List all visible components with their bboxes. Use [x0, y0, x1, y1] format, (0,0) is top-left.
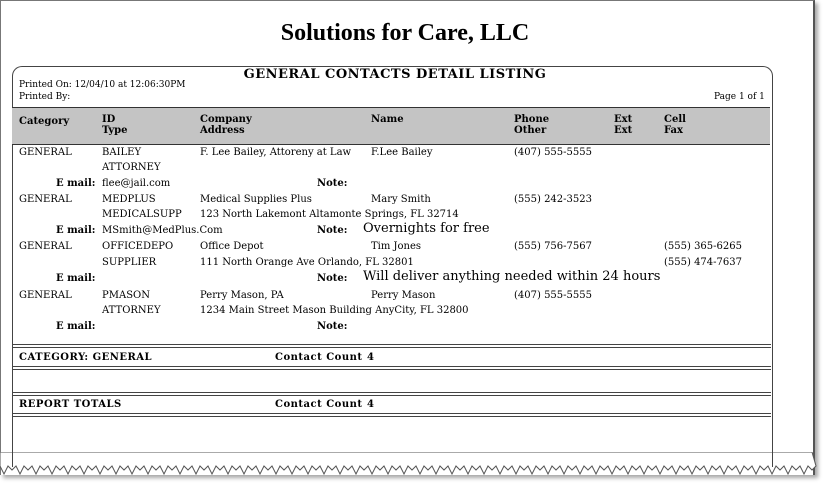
contact-id: PMASON [102, 290, 150, 301]
report-title: GENERAL CONTACTS DETAIL LISTING [243, 67, 547, 82]
contact-category: GENERAL [19, 241, 72, 252]
col-id: ID [102, 114, 116, 125]
note-label: Note: [317, 321, 348, 332]
contact-phone: (555) 242-3523 [514, 194, 592, 205]
contact-id: OFFICEDEPO [102, 241, 174, 252]
contact-address: 1234 Main Street Mason Building AnyCity, FL 32800 [200, 305, 469, 316]
email-label: E mail: [56, 178, 96, 189]
printed-on: Printed On: 12/04/10 at 12:06:30PM [19, 80, 186, 90]
col-other: Other [514, 125, 547, 136]
col-cell: Cell [664, 114, 686, 125]
contact-company: Medical Supplies Plus [200, 194, 312, 205]
contact-company: F. Lee Bailey, Attoreny at Law [200, 147, 352, 158]
category-count-label: Contact Count [275, 352, 363, 363]
contact-phone: (555) 756-7567 [514, 241, 592, 252]
contact-company: Office Depot [200, 241, 264, 252]
column-header [12, 107, 770, 145]
contact-address: 123 North Lakemont Altamonte Springs, FL 32714 [200, 209, 459, 220]
divider [12, 369, 771, 370]
contact-type: SUPPLIER [102, 257, 157, 268]
contact-type: MEDICALSUPP [102, 209, 182, 220]
divider [12, 344, 771, 345]
printed-by: Printed By: [19, 92, 71, 102]
contact-note: Will deliver anything needed within 24 hours [363, 269, 661, 284]
note-label: Note: [317, 178, 348, 189]
note-label: Note: [317, 225, 348, 236]
col-category: Category [19, 116, 70, 127]
contact-id: MEDPLUS [102, 194, 156, 205]
report-totals-label: REPORT TOTALS [19, 399, 122, 410]
company-title: Solutions for Care, LLC [280, 20, 530, 46]
contact-category: GENERAL [19, 290, 72, 301]
divider [12, 416, 771, 417]
email-label: E mail: [56, 273, 96, 284]
contact-id: BAILEY [102, 147, 142, 158]
page-info: Page 1 of 1 [714, 92, 765, 102]
contact-category: GENERAL [19, 147, 72, 158]
email-label: E mail: [56, 225, 96, 236]
col-fax: Fax [664, 125, 683, 136]
col-name: Name [371, 114, 404, 125]
note-label: Note: [317, 273, 348, 284]
divider [12, 413, 771, 414]
col-ext: Ext [614, 114, 633, 125]
report-count-value: 4 [367, 399, 375, 410]
contact-email: MSmith@MedPlus.Com [102, 225, 223, 236]
contact-address: 111 North Orange Ave Orlando, FL 32801 [200, 257, 414, 268]
contact-cell: (555) 365-6265 [664, 241, 742, 252]
category-summary-label: CATEGORY: GENERAL [19, 352, 153, 363]
contact-company: Perry Mason, PA [200, 290, 284, 301]
contact-name: Mary Smith [371, 194, 431, 205]
col-phone: Phone [514, 114, 550, 125]
col-company: Company [200, 114, 252, 125]
contact-note: Overnights for free [363, 221, 490, 236]
col-address: Address [200, 125, 245, 136]
contact-type: ATTORNEY [102, 305, 161, 316]
col-type: Type [102, 125, 128, 136]
divider [12, 366, 771, 367]
contact-name: F.Lee Bailey [371, 147, 433, 158]
contact-type: ATTORNEY [102, 162, 161, 173]
contact-phone: (407) 555-5555 [514, 147, 592, 158]
contact-name: Tim Jones [371, 241, 422, 252]
contact-category: GENERAL [19, 194, 72, 205]
divider [12, 395, 771, 396]
report-count-label: Contact Count [275, 399, 363, 410]
contact-email: flee@jail.com [102, 178, 171, 189]
divider [12, 392, 771, 393]
category-count-value: 4 [367, 352, 375, 363]
contact-fax: (555) 474-7637 [664, 257, 742, 268]
col-ext-other: Ext [614, 125, 633, 136]
email-label: E mail: [56, 321, 96, 332]
divider [12, 347, 771, 348]
contact-phone: (407) 555-5555 [514, 290, 592, 301]
contact-name: Perry Mason [371, 290, 436, 301]
